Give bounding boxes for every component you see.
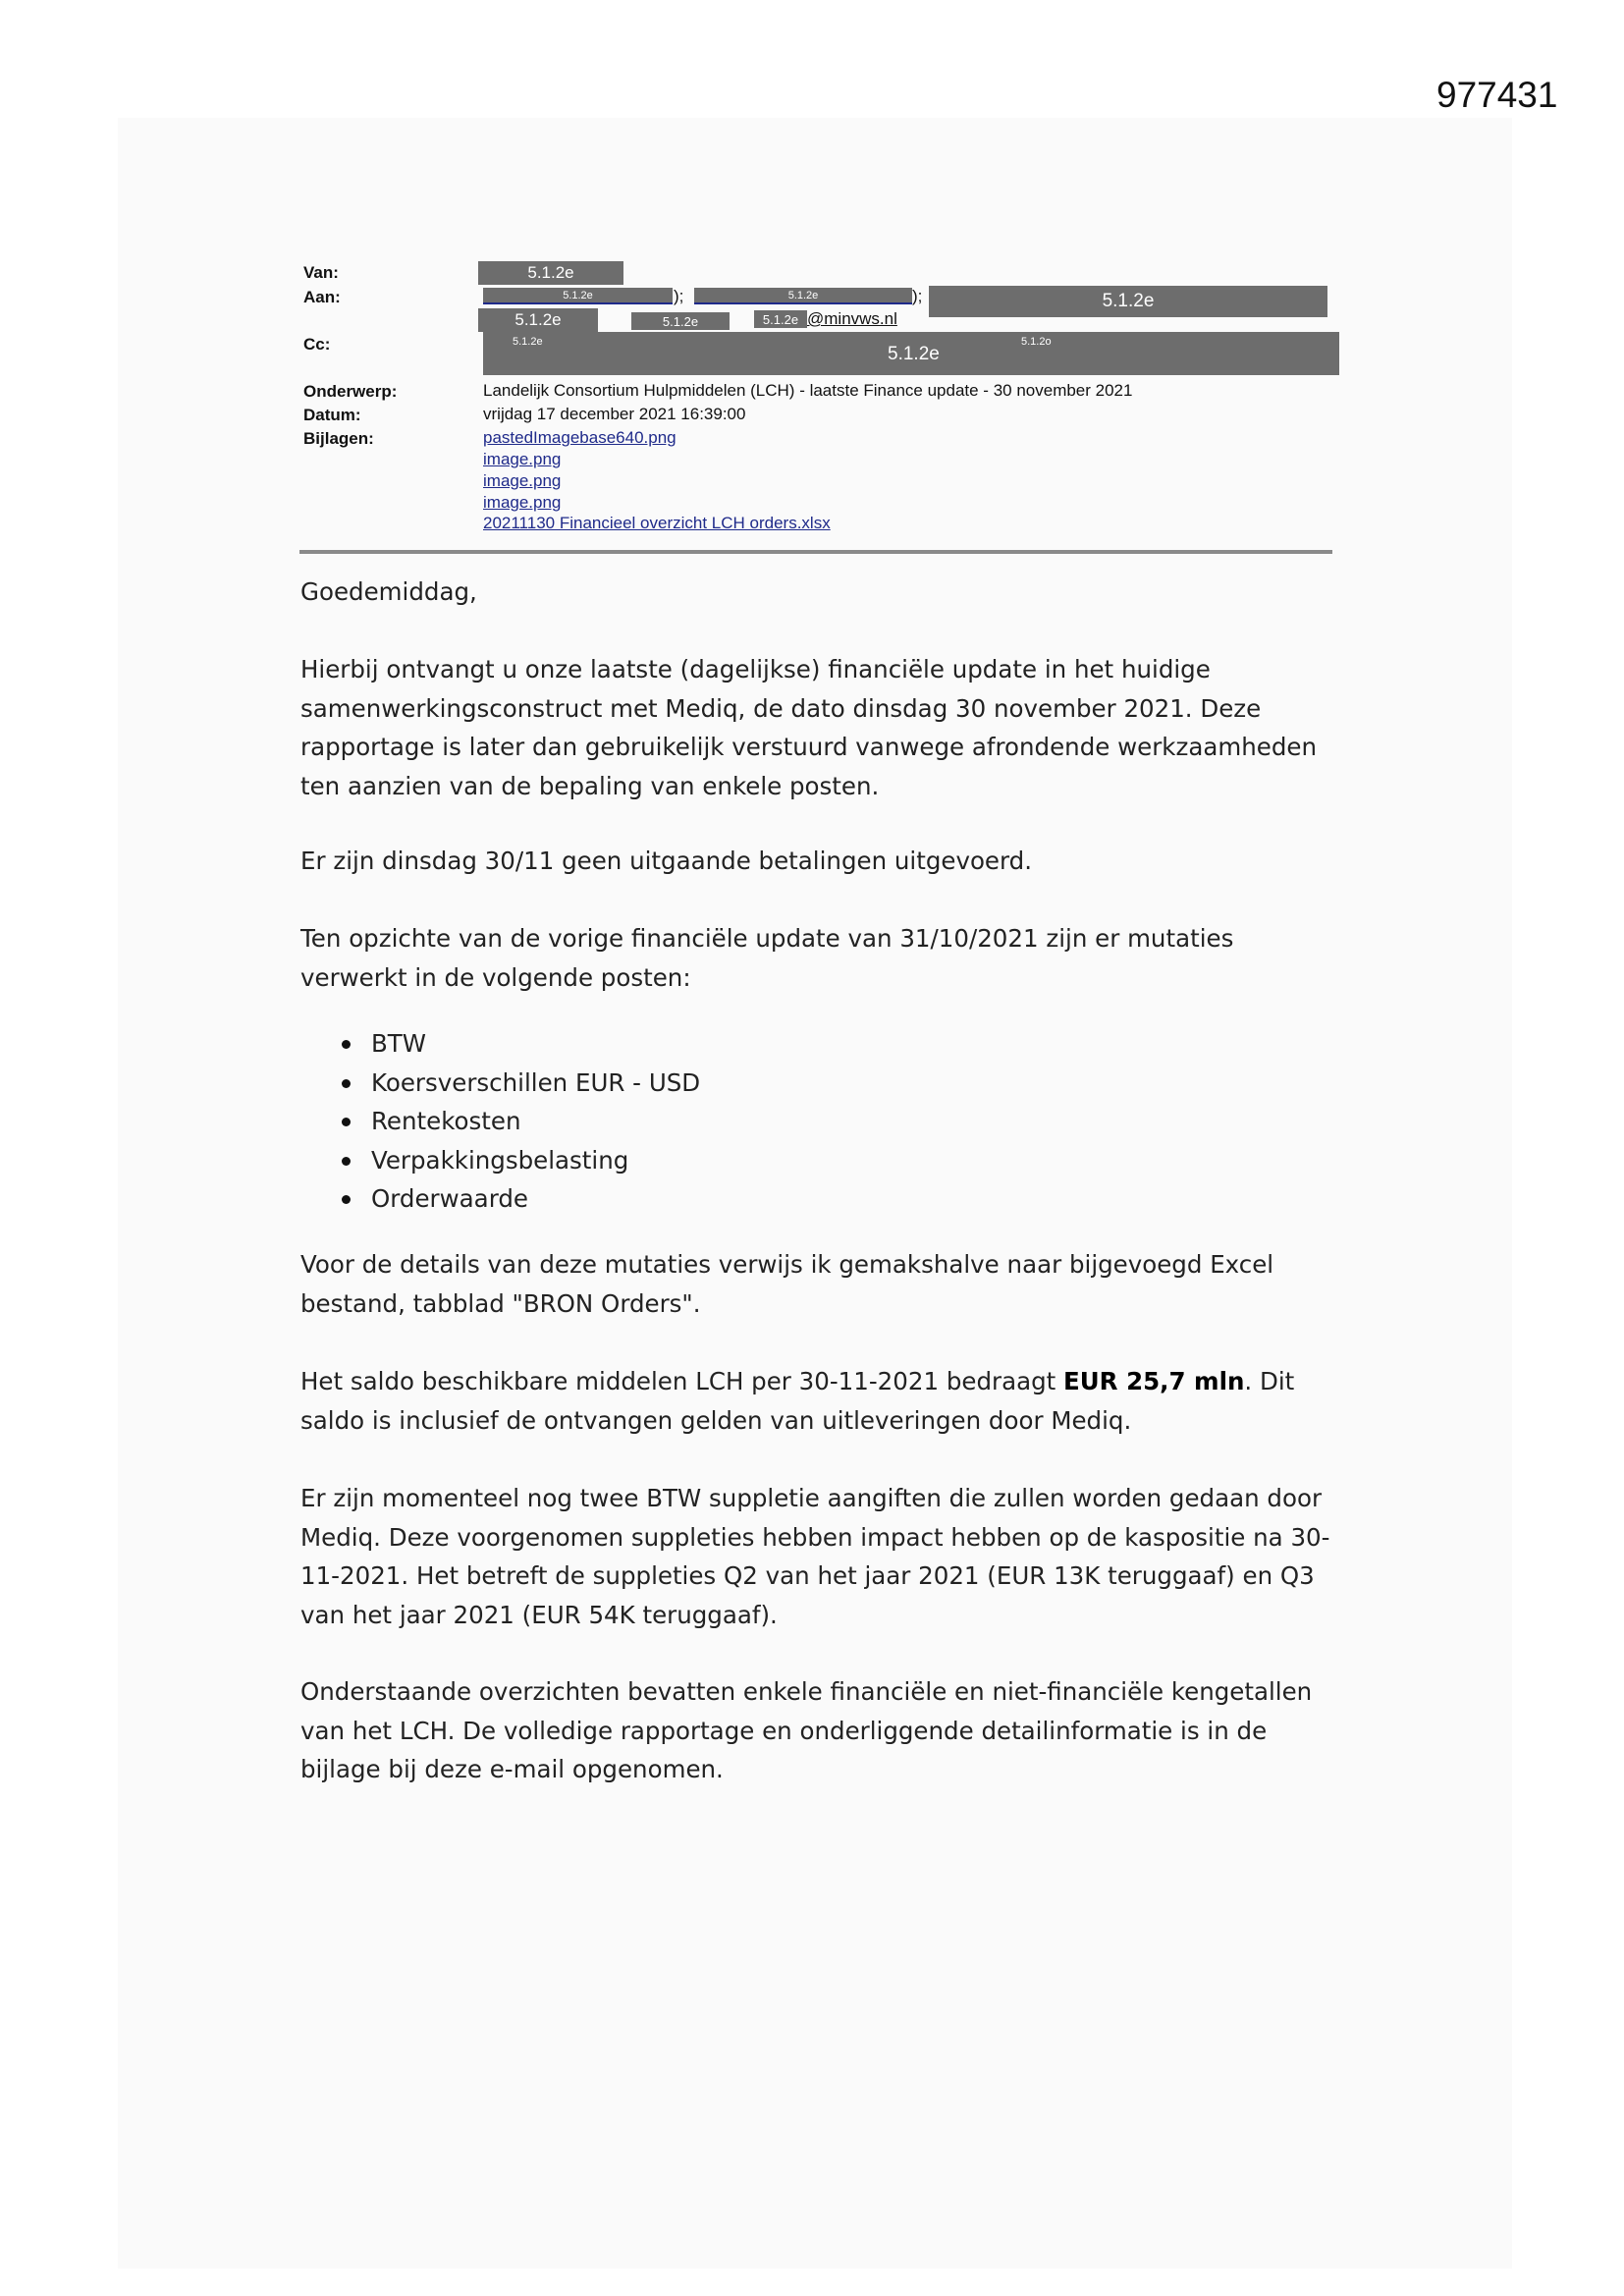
van-label: Van:: [303, 263, 339, 282]
paragraph-4: [300, 1245, 1341, 1323]
bullet-icon: [342, 1040, 351, 1049]
paragraph-4-text: Voor de details van deze mutaties verwijs ik gemakshalve naar bijgevoegd Excel bestand, tabblad "BRON Orders".: [300, 1250, 1274, 1318]
attachment-link[interactable]: image.png: [483, 450, 562, 468]
greeting: [300, 573, 1341, 612]
redaction-cc-code-2: 5.1.2e: [888, 344, 940, 364]
redaction-aan-5: 5.1.2e: [631, 312, 730, 330]
redaction-cc-code-3: 5.1.2o: [1021, 336, 1052, 348]
header-divider: [299, 550, 1332, 554]
paragraph-5: [300, 1362, 1302, 1440]
bullet-icon: [342, 1118, 351, 1126]
bijlagen-label: Bijlagen:: [303, 429, 374, 448]
redaction-cc: [483, 332, 1339, 375]
cc-label: Cc:: [303, 335, 331, 354]
redaction-aan-6: 5.1.2e: [754, 310, 807, 328]
attachment-link[interactable]: 20211130 Financieel overzicht LCH orders.xlsx: [483, 514, 831, 532]
redaction-aan-2: 5.1.2e: [694, 288, 912, 303]
aan-separator-1: );: [674, 287, 684, 305]
paragraph-2: [300, 842, 1341, 881]
redaction-aan-3: 5.1.2e: [929, 286, 1327, 317]
list-item: Orderwaarde: [300, 1179, 700, 1219]
redaction-van: 5.1.2e: [478, 261, 623, 285]
paragraph-7-text: Onderstaande overzichten bevatten enkele financiële en niet-financiële kengetallen van het LCH. De volledige rapportage en onderliggende detailinformatie is in de bijlage bij deze e-mail opgenomen.: [300, 1677, 1313, 1783]
paragraph-1: [300, 650, 1341, 805]
redaction-cc-code-1: 5.1.2e: [513, 336, 543, 348]
subject-text: Landelijk Consortium Hulpmiddelen (LCH) - laatste Finance update - 30 november 2021: [483, 381, 1133, 400]
link-underline: [694, 302, 912, 304]
paragraph-6-text: Er zijn momenteel nog twee BTW suppletie aangiften die zullen worden gedaan door Mediq. Deze voorgenomen suppleties hebben impact hebben op de kaspositie na 30-11-2021. Het betreft de suppleties Q2 van het jaar 2021 (EUR 13K teruggaaf) en Q3 van het jaar 2021 (EUR 54K teruggaaf).: [300, 1484, 1330, 1629]
list-item: BTW: [300, 1024, 700, 1064]
datum-label: Datum:: [303, 406, 361, 424]
bullet-list: [300, 1024, 700, 1219]
aan-separator-2: );: [912, 287, 923, 305]
list-item: Rentekosten: [300, 1102, 700, 1141]
attachment-link[interactable]: image.png: [483, 471, 562, 490]
paragraph-2-text: Er zijn dinsdag 30/11 geen uitgaande betalingen uitgevoerd.: [300, 847, 1032, 875]
link-underline: [483, 302, 673, 304]
aan-email-domain-link[interactable]: @minvws.nl: [807, 309, 897, 328]
bullet-icon: [342, 1157, 351, 1166]
bullet-icon: [342, 1195, 351, 1204]
paragraph-3: [300, 919, 1341, 997]
list-item: Verpakkingsbelasting: [300, 1141, 700, 1180]
document-number: 977431: [1436, 75, 1558, 115]
bullet-icon: [342, 1079, 351, 1088]
list-item: Koersverschillen EUR - USD: [300, 1064, 700, 1103]
paragraph-3-text: Ten opzichte van de vorige financiële update van 31/10/2021 zijn er mutaties verwerkt in de volgende posten:: [300, 924, 1234, 992]
paragraph-1-text: Hierbij ontvangt u onze laatste (dagelijkse) financiële update in het huidige samenwerkingsconstruct met Mediq, de dato dinsdag 30 november 2021. Deze rapportage is later dan gebruikelijk verstuurd vanwege afrondende werkzaamheden ten aanzien van de bepaling van enkele posten.: [300, 655, 1318, 800]
redaction-aan-1: 5.1.2e: [483, 288, 673, 303]
saldo-amount: EUR 25,7 mln: [1063, 1367, 1245, 1395]
attachment-link[interactable]: image.png: [483, 493, 562, 512]
greeting-text: Goedemiddag,: [300, 577, 477, 606]
redaction-aan-4: 5.1.2e: [478, 308, 598, 332]
aan-label: Aan:: [303, 288, 341, 306]
onderwerp-label: Onderwerp:: [303, 382, 398, 401]
paragraph-7: [300, 1672, 1346, 1789]
paragraph-6: [300, 1479, 1341, 1634]
date-text: vrijdag 17 december 2021 16:39:00: [483, 405, 746, 423]
attachment-link[interactable]: pastedImagebase640.png: [483, 428, 677, 447]
paragraph-5-text: Het saldo beschikbare middelen LCH per 30-11-2021 bedraagt EUR 25,7 mln. Dit saldo is inclusief de ontvangen gelden van uitleveringen door Mediq.: [300, 1367, 1295, 1435]
